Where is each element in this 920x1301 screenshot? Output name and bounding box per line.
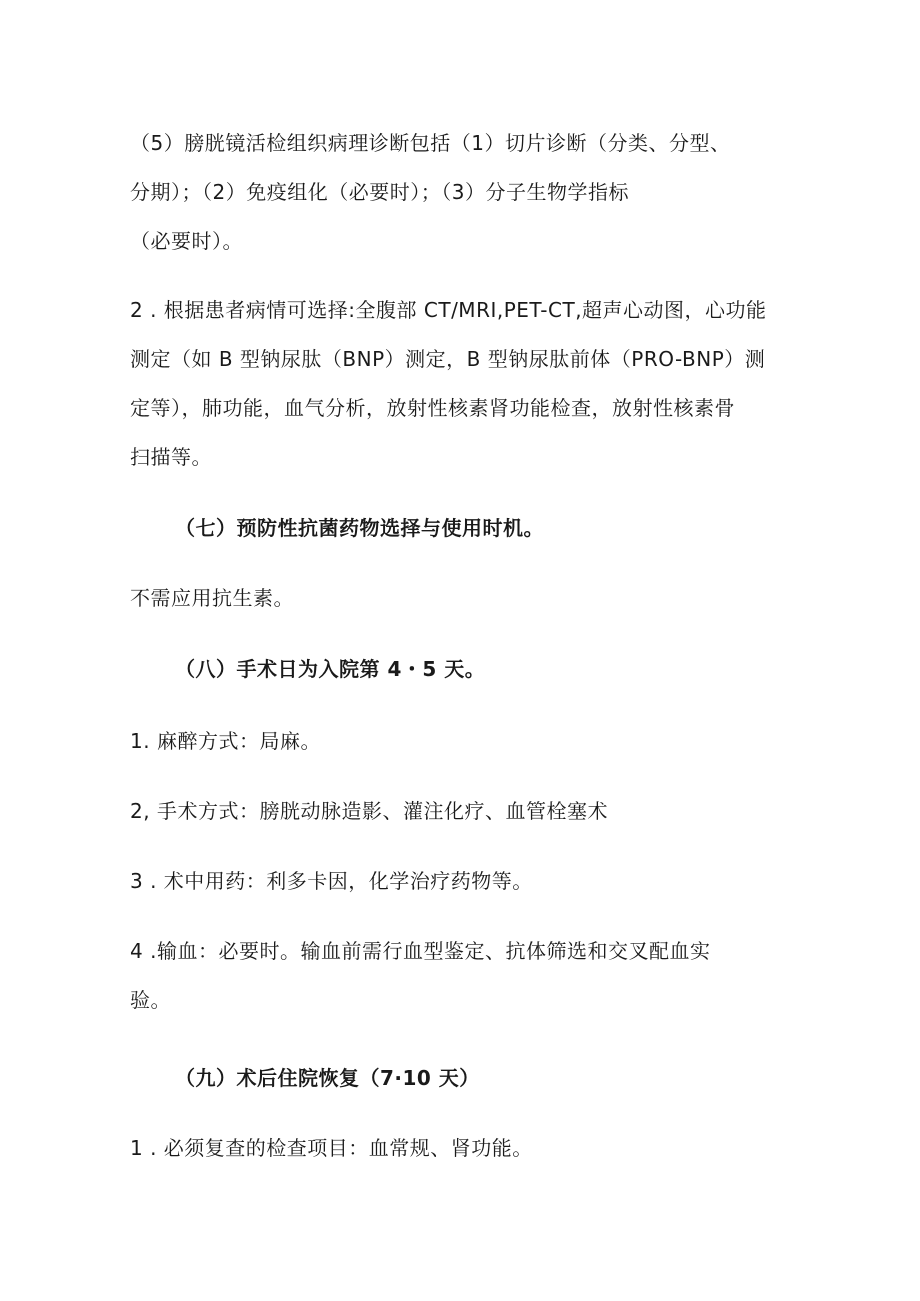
paragraph-5-line-3: （必要时）。 bbox=[130, 229, 243, 253]
section-8-item-4: 4 .输血：必要时。输血前需行血型鉴定、抗体筛选和交叉配血实 bbox=[130, 939, 711, 963]
section-8-item-2: 2, 手术方式：膀胱动脉造影、灌注化疗、血管栓塞术 bbox=[130, 799, 608, 823]
section-7-heading: （七）预防性抗菌药物选择与使用时机。 bbox=[175, 516, 544, 540]
item-2-line-4: 扫描等。 bbox=[130, 445, 212, 469]
section-8-item-4-cont: 验。 bbox=[130, 988, 171, 1012]
section-7-body: 不需应用抗生素。 bbox=[130, 586, 294, 610]
section-8-item-1: 1. 麻醉方式：局麻。 bbox=[130, 729, 321, 753]
section-8-heading: （八）手术日为入院第 4・5 天。 bbox=[175, 657, 486, 681]
item-2-line-1: 2 . 根据患者病情可选择:全腹部 CT/MRI,PET-CT,超声心动图，心功能 bbox=[130, 298, 767, 322]
paragraph-5-line-2: 分期）；（2）免疫组化（必要时）；（3）分子生物学指标 bbox=[130, 180, 629, 204]
item-2-line-2: 测定（如 B 型钠尿肽（BNP）测定，B 型钠尿肽前体（PRO-BNP）测 bbox=[130, 347, 766, 371]
section-8-item-3: 3 . 术中用药：利多卡因，化学治疗药物等。 bbox=[130, 869, 533, 893]
item-2-line-3: 定等），肺功能，血气分析，放射性核素肾功能检查，放射性核素骨 bbox=[130, 396, 735, 420]
section-9-heading: （九）术后住院恢复（7·10 天） bbox=[175, 1066, 480, 1090]
section-9-item-1: 1 . 必须复查的检查项目：血常规、肾功能。 bbox=[130, 1136, 533, 1160]
paragraph-5-line-1: （5）膀胱镜活检组织病理诊断包括（1）切片诊断（分类、分型、 bbox=[130, 131, 731, 155]
